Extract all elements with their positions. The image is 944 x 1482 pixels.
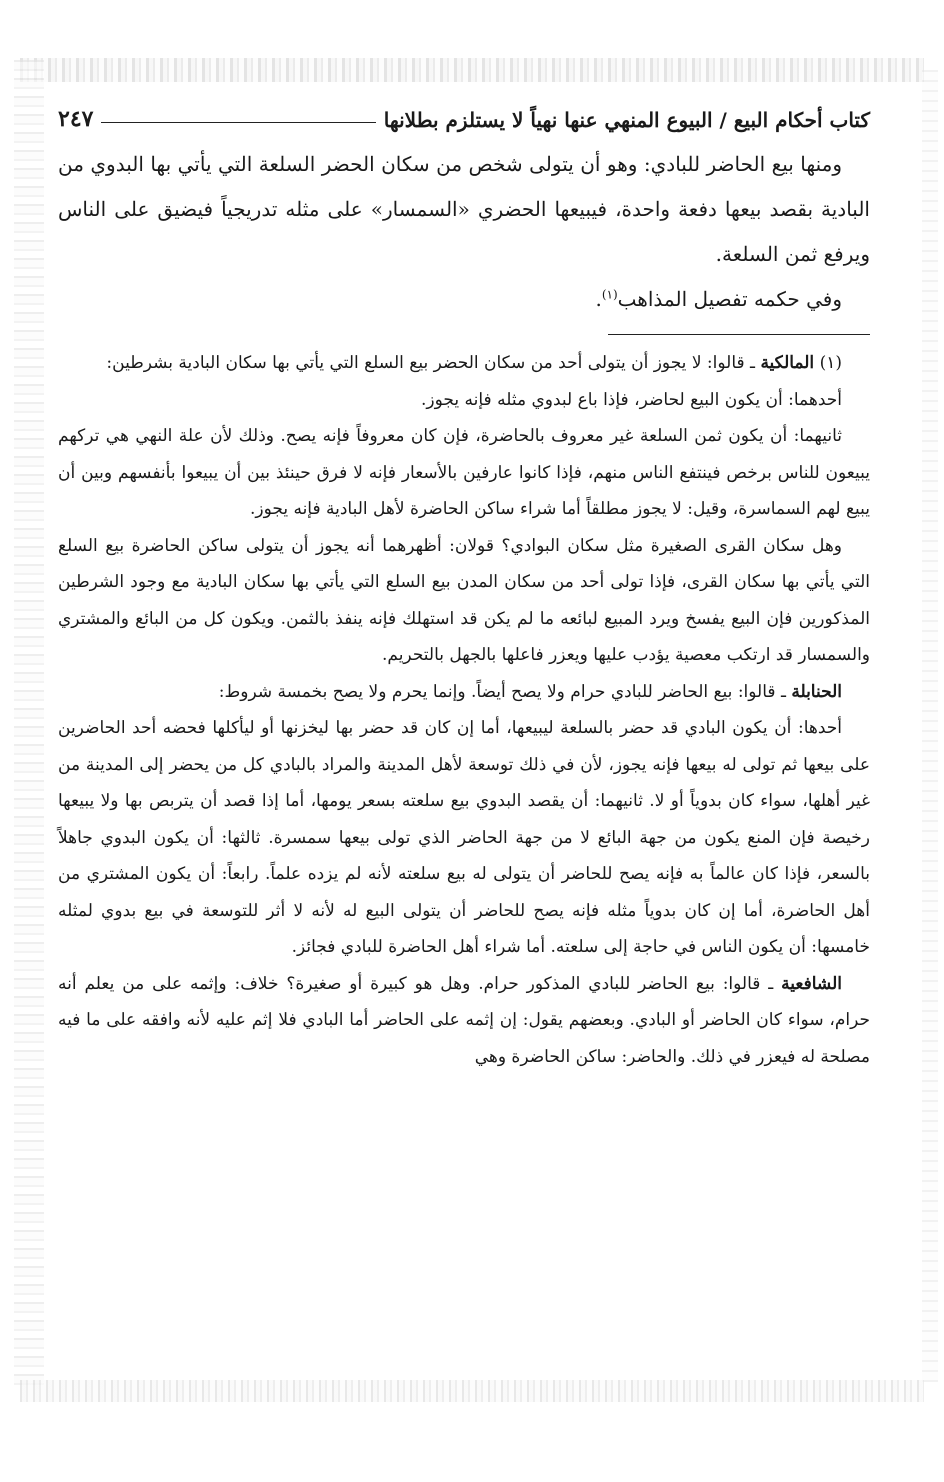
page-number: ٢٤٧	[58, 106, 94, 132]
main-paragraph-definition: ومنها بيع الحاضر للبادي: وهو أن يتولى شخص من سكان الحضر السلعة التي يأتي بها البدوي من البادية بقصد بيعها دفعة واحدة، فيبيعها الحضري «السمسار» على مثله تدريجياً فيضيق على الناس ويرفع ثمن السلعة.	[58, 152, 870, 266]
book-page	[58, 92, 870, 1075]
running-header	[58, 92, 870, 132]
footnote-reference[interactable]: (١)	[601, 287, 618, 302]
scan-edge-top	[20, 58, 924, 82]
footnote-hanabila-text: ـ قالوا: بيع الحاضر للبادي حرام ولا يصح أيضاً. وإنما يحرم ولا يصح بخمسة شروط:	[218, 681, 792, 702]
footnote-malikiyya-text: ـ قالوا: لا يجوز أن يتولى أحد من سكان الحضر بيع السلع التي يأتي بها سكان البادية بشرطين:	[106, 353, 761, 373]
header-rule	[101, 122, 375, 123]
running-header-title: كتاب أحكام البيع / البيوع المنهي عنها نهياً لا يستلزم بطلانها	[383, 108, 870, 132]
footnote-condition-2: ثانيهما: أن يكون ثمن السلعة غير معروف بالحاضرة، فإن كان معروفاً فإنه يصح. وذلك لأن علة النهي هي تركهم يبيعون للناس برخص فينتفع الناس منهم، فإذا كانوا عارفين بالأسعار فإنه لا فرق حينئذ بين أن يبيعوا بأنفسهم وبين أن يبيع لهم السماسرة، وقيل: لا يجوز مطلقاً أما شراء ساكن الحاضرة لأهل البادية فإنه يجوز.	[58, 426, 870, 519]
footnote-shafiiyya	[58, 966, 870, 1076]
footnote-shafiiyya-text: ـ قالوا: بيع الحاضر للبادي المذكور حرام. وهل هو كبيرة أو صغيرة؟ خلاف: وإثمه على من يعلم أنه حرام، سواء كان الحاضر أو البادي. وبعضهم يقول: إن إثمه على الحاضر أما البادي فلا إثم عليه لأنه وافقه على ما فيه مصلحة له فيعزر في ذلك. والحاضر: ساكن الحاضرة وهي	[58, 973, 870, 1067]
footnote-hanabila	[58, 674, 870, 711]
footnotes	[58, 345, 870, 1075]
scan-edge-right	[922, 70, 938, 1382]
main-paragraph-ruling-text: وفي حكمه تفصيل المذاهب	[617, 287, 842, 311]
footnote-villages: وهل سكان القرى الصغيرة مثل سكان البوادي؟ قولان: أظهرهما أنه يجوز أن يتولى ساكن الحاضرة بيع السلع التي يأتي بها سكان القرى، فإذا تولى أحد من سكان المدن بيع السلع التي يأتي بها سكان البادية مع وجود الشرطين المذكورين فإن البيع يفسخ ويرد المبيع لبائعه ما لم يكن قد استهلك فإنه ينفذ بالثمن. ويكون كل من البائع والمشتري والسمسار قد ارتكب معصية يؤدب عليها ويعزر فاعلها بالجهل بالتحريم.	[58, 535, 870, 665]
madhhab-label-hanabila: الحنابلة	[791, 681, 842, 702]
madhhab-label-shafiiyya: الشافعية	[781, 973, 842, 994]
footnote-condition-1: أحدهما: أن يكون البيع لحاضر، فإذا باع لبدوي مثله فإنه يجوز.	[421, 389, 842, 410]
footnote-hanabila-conditions: أحدها: أن يكون البادي قد حضر بالسلعة ليبيعها، أما إن كان قد حضر بها ليخزنها أو ليأكلها فحضه أحد الحاضرين على بيعها ثم تولى له بيعها فإنه يجوز، لأن في ذلك توسعة لأهل المدينة والمراد بالبادي كل من يحضر إلى المدينة من غير أهلها، سواء كان بدوياً أو لا. ثانيهما: أن يقصد البدوي بيع سلعته بسعر يومها، أما إذا قصد أن يتربص بها ولا يبيعها رخيصة فإن المنع يكون من جهة البائع لا من جهة الحاضر الذي تولى بيعها سمسرة. ثالثها: أن يكون البدوي جاهلاً بالسعر، فإذا كان عالماً به فإنه يصح للحاضر أن يتولى له بيع سلعته لأنه لم يزده علماً. رابعاً: أن يكون المشتري من أهل الحاضرة، أما إن كان بدوياً مثله فإنه يصح للحاضر أن يتولى البيع له لأنه لا أثر للتوسعة في بيع بدوي لمثله خامسها: أن يكون الناس في حاجة إلى سلعته. أما شراء أهل الحاضرة للبادي فجائز.	[58, 718, 870, 957]
footnote-number: (١)	[819, 353, 842, 373]
scan-edge-bottom	[20, 1380, 924, 1402]
scan-edge-left	[14, 60, 44, 1392]
madhhab-label-malikiyya: المالكية	[760, 353, 815, 373]
footnote-separator	[608, 334, 870, 335]
main-paragraph-ruling-end: .	[595, 287, 602, 311]
main-paragraph-ruling	[58, 277, 870, 322]
main-text	[58, 142, 870, 322]
footnote-malikiyya	[58, 345, 870, 382]
